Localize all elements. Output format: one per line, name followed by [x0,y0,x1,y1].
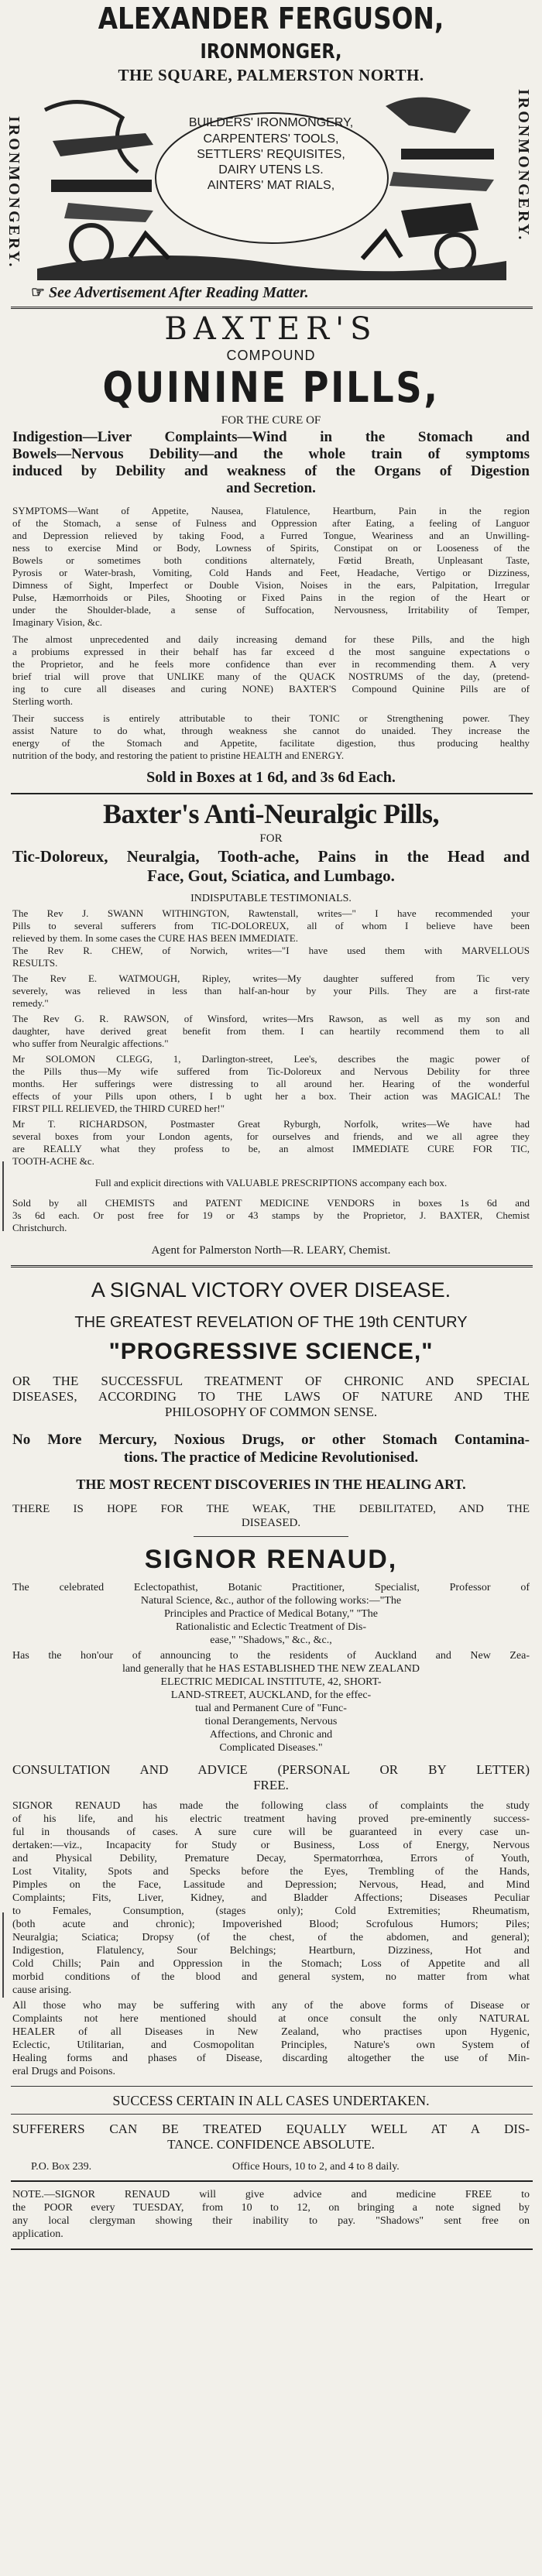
demand-line: Sterling worth. [12,695,73,707]
side-label-right: IRONMONGERY. [515,89,532,242]
side-label-left: IRONMONGERY. [5,116,22,269]
body-line: Pimples on the Face, Lassitude and Depression; Nervous, Head, and Mind [12,1879,530,1891]
body-line: All those who may be suffering with any of the above forms of Disease or [12,2000,530,2012]
successful-line: DISEASES, ACCORDING TO THE LAWS OF NATURE AND THE [12,1389,530,1404]
testimonial-line: several boxes from your London agents, for ourselves and friends, and we all agree they [12,1130,530,1142]
bio-line: Complicated Diseases." [219,1742,323,1754]
section-divider [11,2086,533,2087]
tonic-line: nutrition of the body, and restoring the patient to pristine HEALTH and ENERGY. [12,749,345,761]
body-line: Indigestion, Flatulency, Sour Belchings; Heartburn, Dizziness, Hot and [12,1945,530,1957]
testimonial-line: The Rev E. WATMOUGH, Ripley, writes—My daughter suffered from Tic very [12,972,530,984]
demand-line: The almost unprecedented and daily increasing demand for these Pills, and the high [12,633,530,645]
body-line: ful in thousands of cases. A sure cure will be guaranteed in every case un- [12,1827,530,1838]
bio-line: land generally that he HAS ESTABLISHED THE NEW ZEALAND [122,1663,420,1675]
hope-line: DISEASED. [241,1517,301,1529]
tonic-line: Their success is entirely attributable to their TONIC or Strengthening power. They [12,712,530,724]
testimonial-line: are REALLY what they profess to be, an almost IMMEDIATE CURE FOR TIC, [12,1143,530,1154]
anti-neuralgic-title: Baxter's Anti-Neuralgic Pills, [103,798,439,829]
claim-line: and Secretion. [226,480,316,496]
symptoms-line: ness to exercise Mind or Body, Lowness of Spirits, Constipat on or Looseness of the [12,542,530,554]
section-divider [11,1265,533,1267]
body-line: (both acute and chronic); Impoverished Blood; Scrofulous Humors; Piles; [12,1919,530,1930]
body-line: Complaints not here mentioned should at once consult the only NATURAL [12,2013,530,2025]
ferguson-name: ALEXANDER FERGUSON, [98,2,444,36]
vendors-line: 3s 6d each. Or post free for 19 or 43 stamps by the Proprietor, J. BAXTER, Chemist [12,1209,530,1221]
body-line: cause arising. [12,1984,72,1996]
testimonial-line: months. Her sufferings were distressing to all around her. Hearing of the wonderful [12,1078,530,1089]
consultation-line: CONSULTATION AND ADVICE (PERSONAL OR BY LETTER) [12,1762,530,1777]
po-box: P.O. Box 239. [31,2161,92,2173]
greatest-revelation: THE GREATEST REVELATION OF THE 19th CENTURY [74,1314,468,1331]
baxter-name: BAXTER'S [164,311,378,347]
symptoms-line: Bowels or sometimes both conditions alternately, Fœtid Breath, Unpleasant Taste, [12,554,530,566]
bio-line: LAND-STREET, AUCKLAND, for the effec- [170,1689,372,1701]
bio-line: Natural Science, &c., author of the following works:—"The [140,1595,402,1607]
symptoms-line: Imaginary Vision, &c. [12,616,102,628]
section-divider [11,793,533,794]
testimonials-heading: INDISPUTABLE TESTIMONIALS. [190,893,352,904]
body-line: and Physical Debility, Premature Decay, Spermatorrhœa, Errors of Youth, [12,1853,530,1864]
note-line: NOTE.—SIGNOR RENAUD will give advice and medicine FREE to [12,2189,530,2200]
quinine-pills-title: QUININE PILLS, [102,364,440,412]
body-line: Eclectic, Utilitarian, and Cosmopolitan Principles, Nature's own System of [12,2039,530,2051]
tonic-line: energy of the Stomach and Appetite, facilitate digestion, thus producing healthy [12,737,530,749]
sufferers-line: TANCE. CONFIDENCE ABSOLUTE. [167,2137,375,2152]
pointing-hand-icon: ☞ [31,284,45,301]
goods-item: BUILDERS' IRONMONGERY, [188,116,354,129]
see-advertisement-text: See Advertisement After Reading Matter. [48,284,309,301]
testimonial-line: RESULTS. [12,957,58,969]
claim-line: Bowels—Nervous Debility—and the whole train of symptoms [12,446,530,462]
testimonial-line: Pills to several sufferers from TIC-DOLOREUX, all of whom I believe have been [12,920,530,931]
bio-line: tional Derangements, Nervous [204,1716,338,1727]
ferguson-trade: IRONMONGER, [200,40,342,63]
section-divider [11,2114,533,2115]
goods-item: SETTLERS' REQUISITES, [197,148,345,161]
office-hours: Office Hours, 10 to 2, and 4 to 8 daily. [232,2161,400,2173]
body-line: Neuralgia; Sciatica; Dropsy (of the chest, of the abdomen, and general); [12,1932,530,1943]
testimonial-line: severely, was relieved in less than half-an-hour by your Pills. They are a first-rate [12,985,530,996]
body-line: of his life, and his electric treatment having proved pre-eminently success- [12,1813,530,1825]
bio-line: tual and Permanent Cure of "Func- [195,1703,347,1714]
claim-line: Indigestion—Liver Complaints—Wind in the Stomach and [12,429,530,445]
symptoms-line: of the Stomach, a sense of Fulness and Oppression after Eating, a feeling of Languor [12,517,530,529]
body-line: dertaken:—viz., Incapacity for Study or Business, Loss of Energy, Nervous [12,1840,530,1851]
page-margin-line [2,1912,4,1998]
testimonial-line: FIRST PILL RELIEVED, the THIRD CURED her!" [12,1103,225,1114]
testimonial-line: TOOTH-ACHE &c. [12,1155,94,1167]
body-line: Healing forms and phases of Disease, discarding altogether the use of Min- [12,2053,530,2064]
most-recent-discoveries: THE MOST RECENT DISCOVERIES IN THE HEALING ART. [76,1477,466,1492]
directions-line: Full and explicit directions with VALUABLE PRESCRIPTIONS accompany each box. [94,1177,448,1189]
demand-line: the Proprietor, and he feels more confidence than ever in recommending them. A very [12,658,530,670]
note-line: application. [12,2228,63,2240]
testimonial-line: daughter, have derived great benefit from them. I can heartily recommend them to all [12,1025,530,1037]
consultation-line: FREE. [253,1778,289,1792]
bio-line: Has the hon'our of announcing to the residents of Auckland and New Zea- [12,1650,530,1662]
second-claim-line: Tic-Doloreux, Neuralgia, Tooth-ache, Pains in the Head and [12,847,530,866]
section-divider [11,307,533,309]
body-line: to Females, Consumption, (stages only); Cold Extremities; Rheumatism, [12,1905,530,1917]
body-line: Lost Vitality, Spots and Specks before the Eyes, Trembling of the Hands, [12,1866,530,1878]
sold-in-boxes: Sold in Boxes at 1 6d, and 3s 6d Each. [146,769,396,786]
page-bottom-rule [11,2248,533,2250]
no-more-line: No More Mercury, Noxious Drugs, or other Stomach Contamina- [12,1432,530,1448]
bio-line: ELECTRIC MEDICAL INSTITUTE, 42, SHORT- [160,1676,382,1688]
vendors-line: Christchurch. [12,1222,67,1233]
page-margin-line [2,1161,4,1231]
claim-line: induced by Debility and weakness of the Organs of Digestion [12,463,530,479]
for-label: FOR [259,832,283,845]
testimonial-line: who suffer from Neuralgic affections." [12,1038,169,1049]
tonic-line: assist Nature to do what, through weakness she cannot do unaided. They increase the [12,725,530,736]
testimonial-line: relieved by them. In some cases the CURE HAS BEEN IMMEDIATE. [12,932,298,944]
demand-line: a probiums expressed in their behalf has far exceed d the most sanguine expectations o [12,646,530,657]
body-line: SIGNOR RENAUD has made the following class of complaints the study [12,1800,530,1812]
goods-item: DAIRY UTENS LS. [218,163,324,177]
vendors-line: Sold by all CHEMISTS and PATENT MEDICINE VENDORS in boxes 1s 6d and [12,1197,530,1209]
body-line: Complaints; Fits, Liver, Kidney, and Bladder Affections; Diseases Peculiar [12,1892,530,1904]
successful-line: PHILOSOPHY OF COMMON SENSE. [164,1405,378,1419]
symptoms-line: and Depression relieved by taking Food, a Furred Tongue, Weariness and an Unwilling- [12,530,530,541]
testimonial-line: remedy." [12,997,49,1009]
short-divider [194,1536,348,1537]
bio-line: ease," "Shadows," &c., &c., [210,1634,332,1646]
bio-line: The celebrated Eclectopathist, Botanic Practitioner, Specialist, Professor of [12,1582,530,1593]
symptoms-line: Pyrosis or Water-brash, Vomiting, Cold Hands and Feet, Headache, Vertigo or Dizziness, [12,567,530,578]
demand-line: ing to cure all diseases and curing NONE) BAXTER'S Compound Quinine Pills are of [12,683,530,695]
signal-victory-headline: A SIGNAL VICTORY OVER DISEASE. [91,1278,451,1302]
goods-item: AINTERS' MAT RIALS, [207,179,335,192]
testimonial-line: Mr SOLOMON CLEGG, 1, Darlington-street, Lee's, describes the magic power of [12,1053,530,1065]
body-line: HEALER of all Diseases in New Zealand, who practises upon Hygenic, [12,2026,530,2038]
successful-line: OR THE SUCCESSFUL TREATMENT OF CHRONIC AND SPECIAL [12,1374,530,1388]
success-certain: SUCCESS CERTAIN IN ALL CASES UNDERTAKEN. [112,2093,430,2108]
body-line: morbid conditions of the blood and general system, no matter from what [12,1971,530,1983]
demand-line: brief trial will prove that UNLIKE many of the QUACK NOSTRUMS of the day, (pretend- [12,671,530,682]
note-line: any local clergyman showing their inability to pay. "Shadows" sent free on [12,2215,530,2227]
progressive-science-title: "PROGRESSIVE SCIENCE," [108,1339,434,1364]
bio-line: Rationalistic and Eclectic Treatment of Dis- [175,1621,367,1633]
signor-renaud-name: SIGNOR RENAUD, [144,1545,398,1574]
see-advertisement-line [31,283,527,302]
symptoms-line: Dimness of Sight, Imperfect or Double Vision, Noises in the ears, Palpitation, Irregular [12,579,530,591]
testimonial-line: Mr T. RICHARDSON, Postmaster Great Ryburgh, Norfolk, writes—We have had [12,1118,530,1130]
hope-line: THERE IS HOPE FOR THE WEAK, THE DEBILITATED, AND THE [12,1503,530,1515]
testimonial-line: The Rev J. SWANN WITHINGTON, Rawtenstall, writes—" I have recommended your [12,907,530,919]
compound-label: COMPOUND [226,348,316,363]
body-line: eral Drugs and Poisons. [12,2066,115,2077]
symptoms-line: under the Shoulder-blade, a sense of Suffocation, Nervousness, Irritability of Temper, [12,604,530,616]
testimonial-line: the Pills thus—My wife suffered from Tic-Doloreux and Nervous Debility for three [12,1065,530,1077]
agent-line: Agent for Palmerston North—R. LEARY, Chemist. [151,1244,391,1257]
bio-line: Principles and Practice of Medical Botany," "The [163,1608,379,1620]
for-the-cure-label: FOR THE CURE OF [221,414,321,427]
symptoms-line: SYMPTOMS—Want of Appetite, Nausea, Flatulence, Heartburn, Pain in the region [12,505,530,516]
second-claim-line: Face, Gout, Sciatica, and Lumbago. [147,866,395,885]
testimonial-line: effects of your Pills upon others, I b ught her a box. Their action was MAGICAL! The [12,1090,530,1102]
testimonial-line: The Rev R. CHEW, of Norwich, writes—"I have used them with MARVELLOUS [12,945,530,956]
goods-item: CARPENTERS' TOOLS, [203,132,339,146]
note-line: the POOR every TUESDAY, from 10 to 12, on bringing a note signed by [12,2202,530,2214]
bio-line: Affections, and Chronic and [209,1729,333,1741]
ferguson-address: THE SQUARE, PALMERSTON NORTH. [118,66,424,84]
sufferers-line: SUFFERERS CAN BE TREATED EQUALLY WELL AT A DIS- [12,2122,530,2136]
no-more-line: tions. The practice of Medicine Revolutionised. [123,1449,419,1466]
section-divider [11,2180,533,2182]
testimonial-line: The Rev G. R. RAWSON, of Winsford, writes—Mrs Rawson, as well as my son and [12,1013,530,1024]
symptoms-line: Pulse, Hæmorrhoids or Piles, Shooting or Fixed Pains in the region of the Heart or [12,592,530,603]
body-line: Cold Chills; Pain and Oppression in the Stomach; Loss of Appetite and all [12,1958,530,1970]
